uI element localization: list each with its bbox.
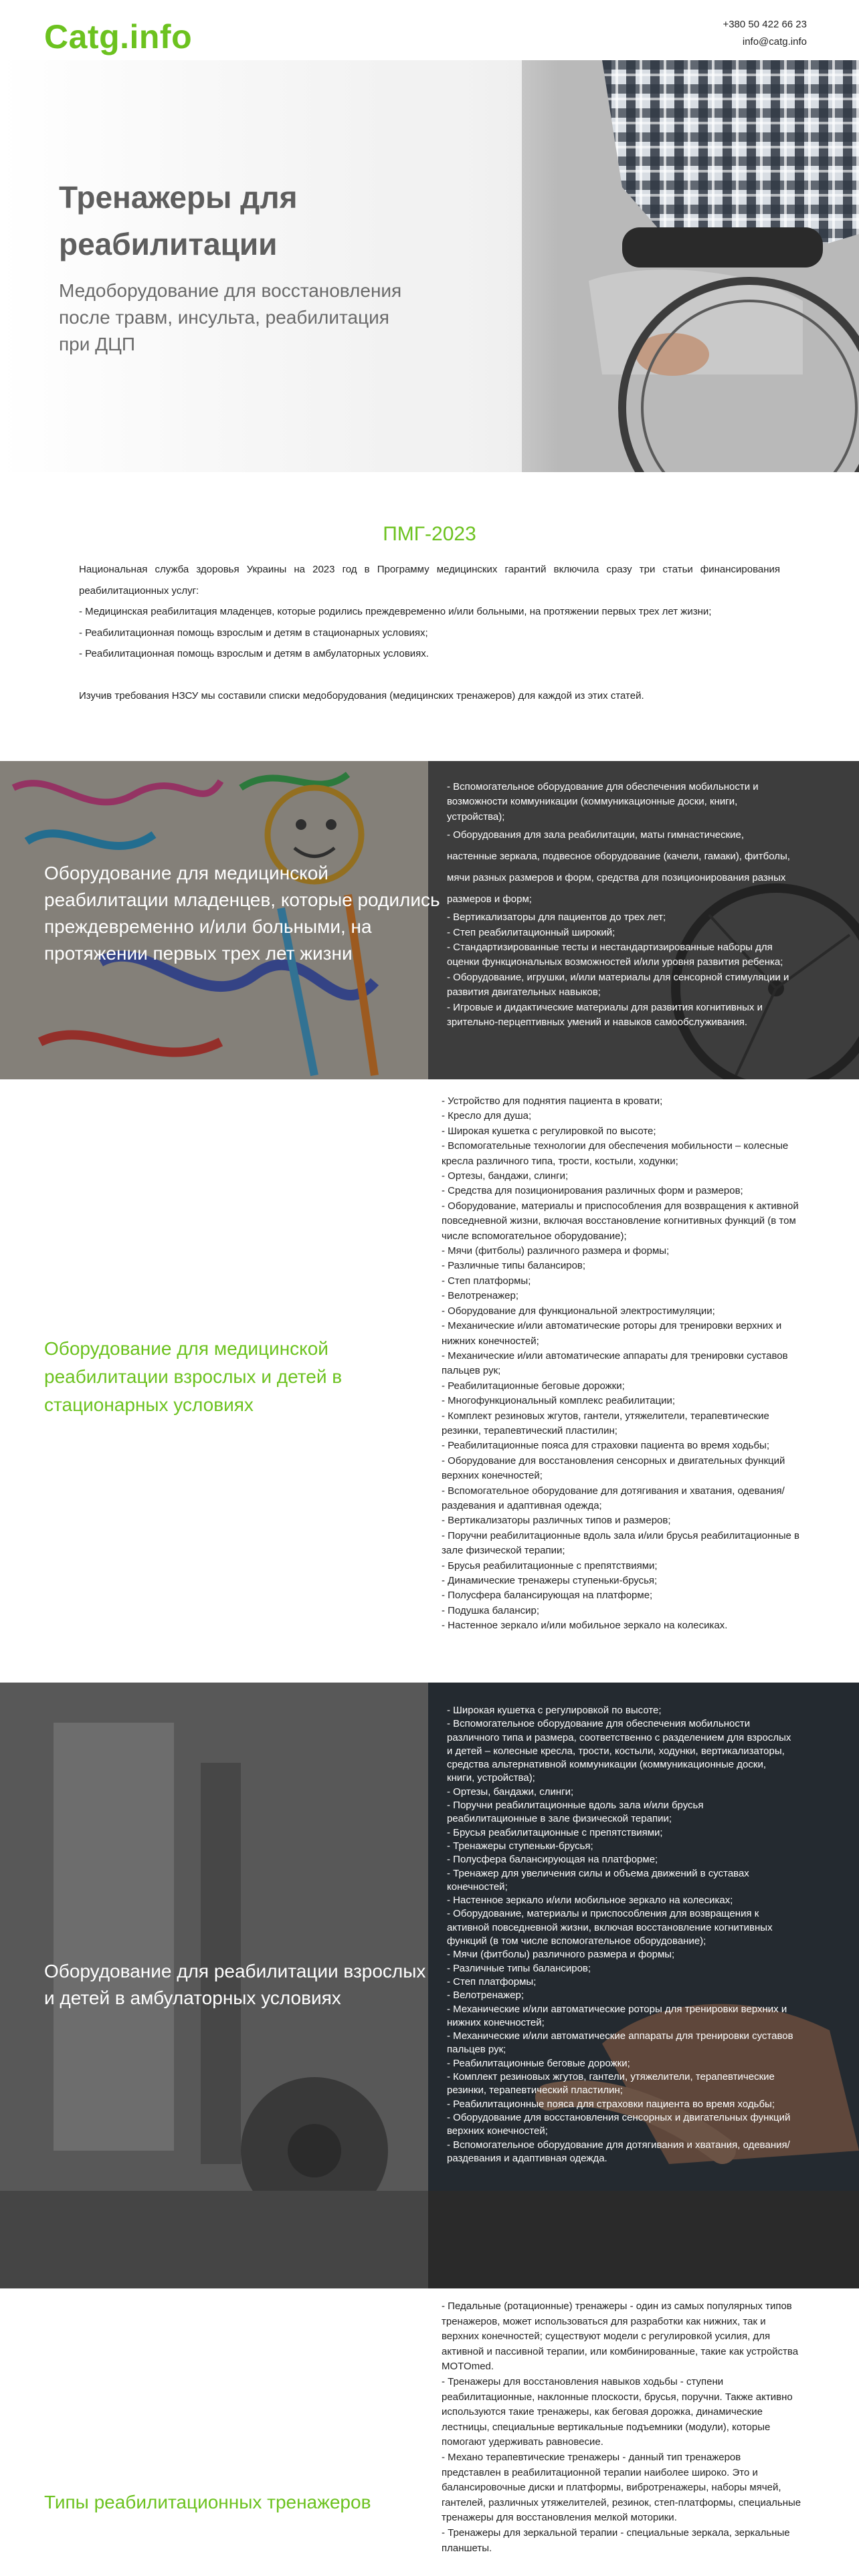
- list-item: - Механические и/или автоматические роторы для тренировки верхних и нижних конечностей;: [447, 2003, 787, 2028]
- list-item: - Динамические тренажеры ступеньки-брусья;: [442, 1575, 658, 1586]
- list-item: - Оборудование, материалы и приспособления для возвращения к активной повседневной жизни, включая восстановление когнитивных функций (в том числе вспомогательное оборудование);: [442, 1200, 799, 1242]
- list-item: - Ортезы, бандажи, слинги;: [442, 1170, 569, 1182]
- header-contacts: [723, 16, 807, 51]
- list-item: - Вертикализаторы различных типов и размеров;: [442, 1515, 671, 1527]
- list-item: - Многофункциональный комплекс реабилитации;: [442, 1395, 676, 1407]
- infants-heading: Оборудование для медицинской реабилитации младенцев, которые родились преждевременно и/или больными, на протяжении первых трех лет жизни: [44, 863, 440, 964]
- pmg-item: - Реабилитационная помощь взрослым и детям в стационарных условиях;: [79, 627, 428, 639]
- list-item: - Механо терапевтические тренажеры - данный тип тренажеров представлен в реабилитационной терапии наиболее широко. Это и балансировочные диски и платформы, вибротренажеры, наборы мячей, гантелей, различных утяжелителей, резинок, степ-платформы, специальные тренажеры для восстановления мелкой моторики.: [442, 2451, 801, 2524]
- list-item: - Вспомогательное оборудование для обеспечения мобильности и возможности коммуникации (коммуникационные доски, книги, устройства);: [447, 781, 759, 823]
- list-item: - Ортезы, бандажи, слинги;: [447, 1786, 574, 1798]
- list-item: - Тренажеры для зеркальной терапии - специальные зеркала, зеркальные планшеты.: [442, 2527, 790, 2554]
- list-item: - Игровые и дидактические материалы для развития когнитивных и зрительно-перцептивных умений и навыков самообслуживания.: [447, 1001, 763, 1029]
- list-item: - Оборудование, игрушки, и/или материалы для сенсорной стимуляции и развития двигательных навыков;: [447, 971, 789, 998]
- list-item: - Мячи (фитболы) различного размера и формы;: [447, 1949, 675, 1961]
- list-item: - Оборудования для зала реабилитации, маты гимнастические, настенные зеркала, подвесное оборудование (качели, гамаки), фитболы, мячи разных размеров и форм, средства для позиционирования разных размеров и форм;: [447, 829, 790, 905]
- trainer-types-list: [442, 2299, 803, 2556]
- infants-list: [447, 780, 795, 1030]
- pmg-section: [0, 472, 859, 761]
- list-item: - Механические и/или автоматические роторы для тренировки верхних и нижних конечностей;: [442, 1320, 782, 1347]
- list-item: - Вертикализаторы для пациентов до трех лет;: [447, 911, 666, 924]
- list-item: - Устройство для поднятия пациента в кровати;: [442, 1095, 663, 1107]
- list-item: - Вспомогательные технологии для обеспечения мобильности – колесные кресла различного типа, трости, костыли, ходунки;: [442, 1140, 789, 1167]
- list-item: - Вспомогательное оборудование для дотягивания и хватания, одевания/раздевания и адаптивная одежда;: [442, 1485, 785, 1511]
- list-item: - Поручни реабилитационные вдоль зала и/или брусья реабилитационные в зале физической терапии;: [442, 1529, 799, 1557]
- inpatient-heading: Оборудование для медицинской реабилитации взрослых и детей в стационарных условиях: [44, 1338, 343, 1415]
- list-item: - Различные типы балансиров;: [447, 1962, 591, 1974]
- infants-section: [0, 761, 859, 1079]
- list-item: - Реабилитационные беговые дорожки;: [447, 2057, 630, 2069]
- list-item: - Оборудование для восстановления сенсорных и двигательных функций верхних конечностей;: [447, 2111, 791, 2137]
- list-item: - Кресло для душа;: [442, 1110, 532, 1122]
- trainer-types-section: [0, 2288, 859, 2576]
- list-item: - Вспомогательное оборудование для обеспечения мобильности различного типа и размера, соответственно с разделением для взрослых и детей – колесные кресла, трости, костыли, ходунки, вертикализаторы, средства альтернативной коммуникации (коммуникационные доски, книги, устройства);: [447, 1718, 791, 1784]
- hero-subtitle: Медоборудование для восстановления после травм, инсульта, реабилитация при ДЦП: [59, 280, 402, 354]
- outpatient-section: [0, 1683, 859, 2288]
- list-item: - Настенное зеркало и/или мобильное зеркало на колесиках;: [447, 1895, 733, 1907]
- list-item: - Мячи (фитболы) различного размера и формы;: [442, 1245, 670, 1257]
- list-item: - Широкая кушетка с регулировкой по высоте;: [442, 1125, 656, 1137]
- outpatient-list: [447, 1704, 795, 2165]
- list-item: - Комплект резиновых жгутов, гантели, утяжелители, терапевтические резинки, терапевтический пластилин;: [442, 1410, 769, 1436]
- hero-banner: [0, 60, 859, 472]
- list-item: - Механические и/или автоматические аппараты для тренировки суставов пальцев рук;: [442, 1350, 788, 1377]
- list-item: - Брусья реабилитационные с препятствиями;: [447, 1826, 663, 1838]
- pmg-body: [79, 559, 780, 706]
- outpatient-heading: Оборудование для реабилитации взрослых и детей в амбулаторных условиях: [44, 1961, 426, 2008]
- list-item: - Степ платформы;: [442, 1275, 531, 1287]
- list-item: - Тренажеры ступеньки-брусья;: [447, 1840, 593, 1852]
- list-item: - Реабилитационные беговые дорожки;: [442, 1380, 625, 1392]
- list-item: - Педальные (ротационные) тренажеры - один из самых популярных типов тренажеров, может использоваться для разработки как нижних, так и верхних конечностей; существуют модели с регулировкой усилия, для активной и пассивной терапии, или комбинированные, такие как устройства MOTOmed.: [442, 2300, 799, 2373]
- inpatient-section: [0, 1079, 859, 1683]
- list-item: - Тренажер для увеличения силы и объема движений в суставах конечностей;: [447, 1867, 749, 1893]
- list-item: - Механические и/или автоматические аппараты для тренировки суставов пальцев рук;: [447, 2030, 793, 2056]
- list-item: - Велотренажер;: [442, 1290, 519, 1302]
- inpatient-list: [442, 1094, 803, 1634]
- list-item: - Различные типы балансиров;: [442, 1260, 586, 1272]
- pmg-title: ПМГ-2023: [383, 523, 476, 545]
- hero-title: Тренажеры для реабилитации: [59, 180, 298, 261]
- list-item: - Широкая кушетка с регулировкой по высоте;: [447, 1705, 662, 1716]
- list-item: - Средства для позиционирования различных форм и размеров;: [442, 1185, 743, 1197]
- list-item: - Поручни реабилитационные вдоль зала и/или брусья реабилитационные в зале физической терапии;: [447, 1800, 704, 1825]
- list-item: - Настенное зеркало и/или мобильное зеркало на колесиках.: [442, 1620, 728, 1632]
- pmg-intro: Национальная служба здоровья Украины на 2023 год в Программу медицинских гарантий включила сразу три статьи финансирования реабилитационных услуг:: [79, 564, 780, 597]
- list-item: - Стандартизированные тесты и нестандартизированные наборы для оценки функциональных возможностей и/или уровня развития ребенка;: [447, 942, 783, 968]
- list-item: - Подушка балансир;: [442, 1604, 540, 1616]
- list-item: - Оборудование для восстановления сенсорных и двигательных функций верхних конечностей;: [442, 1455, 785, 1482]
- list-item: - Оборудование для функциональной электростимуляции;: [442, 1305, 715, 1317]
- list-item: - Реабилитационные пояса для страховки пациента во время ходьбы;: [442, 1440, 769, 1452]
- list-item: - Степ реабилитационный широкий;: [447, 926, 615, 938]
- list-item: - Велотренажер;: [447, 1990, 524, 2002]
- email-link[interactable]: info@catg.info: [742, 36, 807, 47]
- list-item: - Полусфера балансирующая на платформе;: [442, 1590, 653, 1602]
- list-item: - Оборудование, материалы и приспособления для возвращения к активной повседневной жизни, включая восстановление когнитивных функций (в том числе вспомогательное оборудование);: [447, 1908, 773, 1947]
- site-header: [0, 0, 859, 60]
- pmg-spacer: [79, 665, 780, 685]
- list-item: - Реабилитационные пояса для страховки пациента во время ходьбы;: [447, 2098, 775, 2110]
- list-item: - Полусфера балансирующая на платформе;: [447, 1854, 658, 1866]
- list-item: - Тренажеры для восстановления навыков ходьбы - ступени реабилитационные, наклонные плоскости, брусья, поручни. Также активно используются такие тренажеры, как беговая дорожка, динамические лестницы, специальные вертикальные подъемники (модули), которые помогают удерживать равновесие.: [442, 2375, 793, 2448]
- phone-link[interactable]: +380 50 422 66 23: [723, 19, 807, 30]
- trainer-types-heading: Типы реабилитационных тренажеров: [44, 2492, 371, 2512]
- list-item: - Комплект резиновых жгутов, гантели, утяжелители, терапевтические резинки, терапевтический пластилин;: [447, 2071, 775, 2097]
- site-logo[interactable]: Catg.info: [44, 18, 193, 56]
- pmg-item: - Реабилитационная помощь взрослым и детям в амбулаторных условиях.: [79, 648, 429, 659]
- list-item: - Степ платформы;: [447, 1975, 537, 1988]
- pmg-outro: Изучив требования НЗСУ мы составили списки медоборудования (медицинских тренажеров) для каждой из этих статей.: [79, 689, 644, 702]
- pmg-item: - Медицинская реабилитация младенцев, которые родились преждевременно и/или больными, на протяжении первых трех лет жизни;: [79, 606, 712, 617]
- list-item: - Брусья реабилитационные с препятствиями;: [442, 1560, 658, 1572]
- list-item: - Вспомогательное оборудование для дотягивания и хватания, одевания/раздевания и адаптивная одежда.: [447, 2139, 790, 2164]
